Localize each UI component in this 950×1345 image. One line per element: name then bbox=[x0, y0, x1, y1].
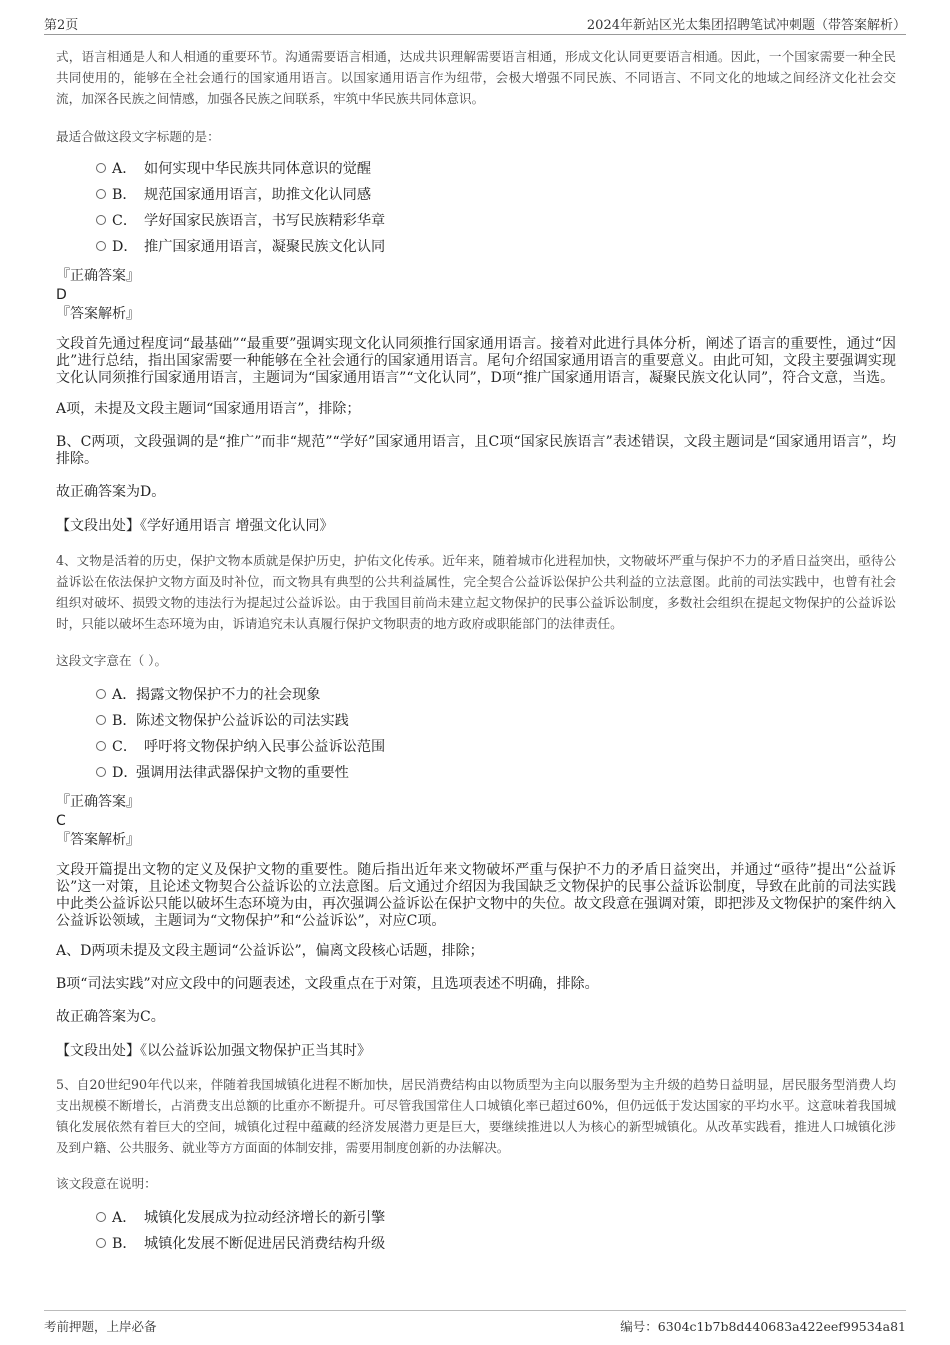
question-passage: 式，语言相通是人和人相通的重要环节。沟通需要语言相通，达成共识理解需要语言相通，形成文化认同更要语言相通。因此，一个国家需要一种全民共同使用的，能够在全社会通行的国家通用语言。以国家通用语言作为纽带，会极大增强不同民族、不同语言、不同文化的地域之间经济文化社会交流，加深各民族之间情感，加强各民族之间联系，牢筑中华民族共同体意识。 bbox=[56, 49, 896, 106]
option-a[interactable]: A．揭露文物保护不力的社会现象 bbox=[96, 682, 896, 708]
question-prompt: 最适合做这段文字标题的是： bbox=[56, 129, 220, 144]
radio-icon[interactable] bbox=[96, 189, 106, 199]
question-passage: 4、文物是活着的历史，保护文物本质就是保护历史，护佑文化传承。近年来，随着城市化进程加快，文物破坏严重与保护不力的矛盾日益突出，亟待公益诉讼在依法保护文物方面及时补位，而文物具有典型的公共利益属性，完全契合公益诉讼保护公共利益的立法意图。此前的司法实践中，也曾有社会组织对破坏、损毁文物的违法行为提起过公益诉讼。由于我国目前尚未建立起文物保护的民事公益诉讼制度，多数社会组织在提起文物保护的公益诉讼时，只能以破坏生态环境为由，诉请追究未认真履行保护文物职责的地方政府或职能部门的法律责任。 bbox=[56, 553, 896, 631]
source-citation: 【文段出处】《以公益诉讼加强文物保护正当其时》 bbox=[56, 1043, 371, 1059]
analysis-paragraph: 故正确答案为C。 bbox=[56, 1009, 165, 1025]
radio-icon[interactable] bbox=[96, 1212, 106, 1222]
option-list bbox=[96, 1205, 896, 1257]
radio-icon[interactable] bbox=[96, 241, 106, 251]
answer-value: C bbox=[56, 813, 66, 829]
option-d[interactable]: D．强调用法律武器保护文物的重要性 bbox=[96, 760, 896, 786]
answer-label: 『正确答案』 bbox=[56, 794, 140, 810]
analysis-label: 『答案解析』 bbox=[56, 832, 140, 848]
source-citation: 【文段出处】《学好通用语言 增强文化认同》 bbox=[56, 518, 334, 534]
analysis-paragraph: 文段开篇提出文物的定义及保护文物的重要性。随后指出近年来文物破坏严重与保护不力的矛盾日益突出，并通过“亟待”提出“公益诉讼”这一对策，且论述文物契合公益诉讼的立法意图。后文通过介绍因为我国缺乏文物保护的民事公益诉讼制度，导致在此前的司法实践中此类公益诉讼只能以破坏生态环境为由，再次强调公益诉讼在保护文物中的失位。故文段意在强调对策，即把涉及文物保护的案件纳入公益诉讼领域，主题词为“文物保护”和“公益诉讼”，对应C项。 bbox=[56, 862, 896, 929]
page-number: 第2页 bbox=[44, 18, 79, 33]
option-a[interactable]: A． 如何实现中华民族共同体意识的觉醒 bbox=[96, 156, 896, 182]
question-passage: 5、自20世纪90年代以来，伴随着我国城镇化进程不断加快，居民消费结构由以物质型为主向以服务型为主升级的趋势日益明显，居民服务型消费人均支出规模不断增长，占消费支出总额的比重亦不断提升。可尽管我国常住人口城镇化率已超过60%，但仍远低于发达国家的平均水平。这意味着我国城镇化发展依然有着巨大的空间，城镇化过程中蕴藏的经济发展潜力更是巨大，要继续推进以人为核心的新型城镇化。从改革实践看，推进人口城镇化涉及到户籍、公共服务、就业等方方面面的体制安排，需要用制度创新的办法解决。 bbox=[56, 1077, 896, 1155]
option-list bbox=[96, 156, 896, 260]
page-footer bbox=[44, 1310, 906, 1337]
option-b[interactable]: B．陈述文物保护公益诉讼的司法实践 bbox=[96, 708, 896, 734]
option-a[interactable]: A． 城镇化发展成为拉动经济增长的新引擎 bbox=[96, 1205, 896, 1231]
option-c[interactable]: C． 呼吁将文物保护纳入民事公益诉讼范围 bbox=[96, 734, 896, 760]
radio-icon[interactable] bbox=[96, 689, 106, 699]
analysis-paragraph: B、C两项，文段强调的是“推广”而非“规范”“学好”国家通用语言，且C项“国家民族语言”表述错误，文段主题词是“国家通用语言”，均排除。 bbox=[56, 434, 896, 467]
option-b[interactable]: B． 城镇化发展不断促进居民消费结构升级 bbox=[96, 1231, 896, 1257]
analysis-paragraph: B项“司法实践”对应文段中的问题表述，文段重点在于对策，且选项表述不明确，排除。 bbox=[56, 976, 599, 992]
analysis-label: 『答案解析』 bbox=[56, 306, 140, 322]
question-4 bbox=[56, 550, 896, 1060]
answer-label: 『正确答案』 bbox=[56, 268, 140, 284]
document-title: 2024年新站区光太集团招聘笔试冲刺题（带答案解析） bbox=[586, 18, 906, 33]
analysis-paragraph: 文段首先通过程度词“最基础”“最重要”强调实现文化认同须推行国家通用语言。接着对此进行具体分析，阐述了语言的重要性，通过“因此”进行总结，指出国家需要一种能够在全社会通行的国家通用语言。尾句介绍国家通用语言的重要意义。由此可知，文段主要强调实现文化认同须推行国家通用语言，主题词为“国家通用语言”“文化认同”，D项“推广国家通用语言，凝聚民族文化认同”，符合文意，当选。 bbox=[56, 336, 896, 386]
document-serial: 编号：6304c1b7b8d440683a422eef99534a81 bbox=[620, 1319, 906, 1334]
page-header bbox=[44, 12, 906, 35]
option-list bbox=[96, 682, 896, 786]
option-c[interactable]: C． 学好国家民族语言，书写民族精彩华章 bbox=[96, 208, 896, 234]
analysis-paragraph: A、D两项未提及文段主题词“公益诉讼”，偏离文段核心话题，排除； bbox=[56, 943, 484, 959]
radio-icon[interactable] bbox=[96, 767, 106, 777]
question-prompt: 该文段意在说明： bbox=[56, 1176, 157, 1191]
question-prompt: 这段文字意在（ ）。 bbox=[56, 653, 168, 668]
page-content bbox=[56, 46, 896, 1257]
analysis-paragraph: 故正确答案为D。 bbox=[56, 484, 166, 500]
radio-icon[interactable] bbox=[96, 163, 106, 173]
radio-icon[interactable] bbox=[96, 1238, 106, 1248]
option-b[interactable]: B． 规范国家通用语言，助推文化认同感 bbox=[96, 182, 896, 208]
answer-value: D bbox=[56, 287, 67, 303]
footer-slogan: 考前押题，上岸必备 bbox=[44, 1319, 157, 1334]
analysis-paragraph: A项，未提及文段主题词“国家通用语言”，排除； bbox=[56, 401, 361, 417]
radio-icon[interactable] bbox=[96, 715, 106, 725]
question-3 bbox=[56, 46, 896, 535]
question-5 bbox=[56, 1074, 896, 1257]
radio-icon[interactable] bbox=[96, 741, 106, 751]
radio-icon[interactable] bbox=[96, 215, 106, 225]
option-d[interactable]: D． 推广国家通用语言，凝聚民族文化认同 bbox=[96, 234, 896, 260]
